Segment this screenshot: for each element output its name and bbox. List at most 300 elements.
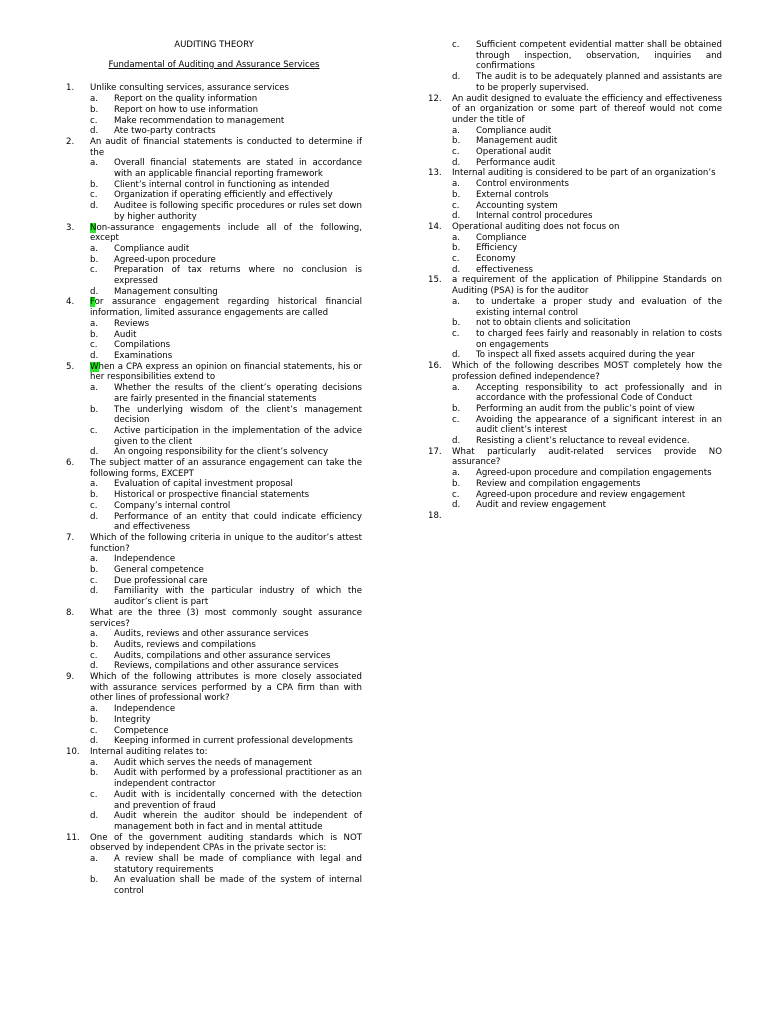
option-text: To inspect all fixed assets acquired during the year: [476, 350, 695, 361]
answer-option: [90, 158, 362, 179]
question-text: One of the government auditing standards which is NOT observed by independent CPAs in the private sector is:: [90, 832, 362, 854]
question-stem: [90, 223, 362, 244]
option-text: Resisting a client’s reluctance to reveal evidence.: [476, 436, 690, 447]
option-letter: c.: [90, 115, 98, 126]
answer-option: [90, 640, 362, 651]
option-letter: a.: [90, 94, 98, 105]
option-text: Compilations: [114, 340, 171, 351]
question-text: Internal auditing is considered to be part of an organization’s: [452, 168, 716, 179]
answer-option: [90, 287, 362, 298]
option-letter: d.: [452, 350, 461, 361]
question-number: 11.: [66, 832, 80, 843]
option-text: Compliance audit: [114, 243, 190, 254]
question-body: [452, 511, 722, 522]
option-letter: d.: [90, 586, 99, 597]
question-number: 15.: [428, 275, 442, 286]
option-text: Management consulting: [114, 286, 218, 297]
answer-option: [90, 576, 362, 587]
answer-option: [452, 211, 722, 222]
option-letter: d.: [90, 286, 99, 297]
option-letter: d.: [90, 511, 99, 522]
question-stem: [452, 361, 722, 382]
answer-option: [452, 436, 722, 447]
question-number: 7.: [66, 532, 75, 543]
option-letter: c.: [90, 789, 98, 800]
option-letter: b.: [90, 565, 99, 576]
option-letter: a.: [90, 479, 98, 490]
question-number: 18.: [428, 510, 442, 521]
option-text: to charged fees fairly and reasonably in relation to costs on engagements: [476, 328, 722, 350]
option-letter: b.: [90, 104, 99, 115]
option-letter: a.: [90, 554, 98, 565]
option-text: Internal control procedures: [476, 211, 593, 222]
option-letter: a.: [452, 232, 460, 243]
question-text: Internal auditing relates to:: [90, 747, 208, 757]
option-letter: b.: [452, 243, 461, 254]
option-letter: d.: [452, 157, 461, 168]
answer-option: [452, 329, 722, 350]
option-letter: d.: [90, 811, 99, 822]
question-body: [452, 361, 722, 447]
question-list: [66, 83, 362, 896]
option-text: Performance of an entity that could indicate efficiency and effectiveness: [114, 511, 362, 533]
question-text: or assurance engagement regarding historical financial information, limited assurance engagements are called: [90, 297, 362, 319]
question-item: [66, 608, 362, 672]
option-letter: a.: [452, 296, 460, 307]
answer-option: [90, 94, 362, 105]
answer-option: [90, 875, 362, 896]
left-column: [66, 40, 362, 897]
question-stem: [90, 608, 362, 629]
question-number: 14.: [428, 221, 442, 232]
option-text: Management audit: [476, 136, 558, 147]
option-text: to undertake a proper study and evaluation of the existing internal control: [476, 296, 722, 318]
question-item: [66, 747, 362, 833]
highlighted-letter: N: [90, 222, 97, 233]
option-text: Historical or prospective financial statements: [114, 490, 310, 501]
answer-option: [452, 500, 722, 511]
question-number: 3.: [66, 222, 75, 233]
question-stem: [90, 137, 362, 158]
option-letter: d.: [90, 126, 99, 137]
option-text: Report on how to use information: [114, 104, 259, 115]
option-letter: c.: [452, 147, 460, 158]
answer-option: [90, 255, 362, 266]
answer-option: [452, 297, 722, 318]
answer-option: [452, 383, 722, 404]
option-letter: a.: [90, 757, 98, 768]
option-text: Competence: [114, 725, 169, 736]
answer-option: [90, 854, 362, 875]
option-text: Make recommendation to management: [114, 115, 285, 126]
option-text: Control environments: [476, 179, 570, 190]
question-item: [428, 222, 722, 276]
option-letter: d.: [452, 436, 461, 447]
option-letter: a.: [90, 854, 98, 865]
option-letter: c.: [90, 650, 98, 661]
option-letter: a.: [90, 243, 98, 254]
answer-option: [90, 319, 362, 330]
option-letter: c.: [452, 200, 460, 211]
option-text: Audit which serves the needs of management: [114, 757, 313, 768]
question-body: [90, 747, 362, 833]
question-text: a requirement of the application of Philippine Standards on Auditing (PSA) is for the auditor: [452, 275, 722, 297]
option-letter: d.: [90, 201, 99, 212]
option-letter: c.: [90, 500, 98, 511]
question-number: 13.: [428, 168, 442, 179]
option-letter: a.: [90, 318, 98, 329]
question-number: 1.: [66, 83, 75, 94]
question-number: 5.: [66, 361, 75, 372]
question-number: 8.: [66, 607, 75, 618]
option-text: Auditee is following specific procedures or rules set down by higher authority: [114, 201, 362, 222]
option-letter: c.: [90, 575, 98, 586]
option-text: Ate two-party contracts: [114, 126, 216, 137]
option-text: Audits, reviews and other assurance services: [114, 629, 309, 640]
question-body: [452, 275, 722, 361]
question-body: [452, 94, 722, 169]
answer-option: [452, 490, 722, 501]
option-text: Accepting responsibility to act professionally and in accordance with the professional Code of Conduct: [476, 382, 722, 404]
option-text: An evaluation shall be made of the system of internal control: [114, 875, 362, 897]
option-letter: a.: [452, 468, 460, 479]
question-item: [66, 83, 362, 137]
question-body: [90, 83, 362, 137]
option-letter: b.: [90, 875, 99, 886]
question-stem: [90, 533, 362, 554]
answer-option: [452, 40, 722, 72]
answer-option: [452, 415, 722, 436]
answer-option: [452, 318, 722, 329]
question-text: Which of the following criteria in unique to the auditor’s attest function?: [90, 532, 362, 554]
option-text: effectiveness: [476, 264, 534, 275]
answer-option: [452, 126, 722, 137]
question-body: [452, 222, 722, 276]
option-letter: b.: [90, 179, 99, 190]
question-body: [90, 533, 362, 608]
answer-option: [452, 265, 722, 276]
answer-option: [90, 768, 362, 789]
answer-option: [90, 565, 362, 576]
option-text: The audit is to be adequately planned and assistants are to be properly supervised.: [476, 72, 722, 93]
answer-option: [452, 233, 722, 244]
option-text: The underlying wisdom of the client’s management decision: [114, 404, 362, 426]
option-letter: c.: [452, 414, 460, 425]
option-text: Sufficient competent evidential matter shall be obtained through inspection, observation, inquiries and confirmations: [476, 40, 722, 72]
option-text: not to obtain clients and solicitation: [476, 318, 631, 329]
question-body: [90, 458, 362, 533]
answer-option: [90, 244, 362, 255]
question-item: [428, 447, 722, 511]
question-body: [90, 297, 362, 361]
answer-option: [452, 243, 722, 254]
option-text: Agreed-upon procedure and compilation engagements: [476, 468, 712, 479]
option-letter: b.: [90, 714, 99, 725]
answer-option: [90, 704, 362, 715]
question-11-continuation: [428, 40, 722, 94]
option-letter: b.: [90, 404, 99, 415]
option-text: Integrity: [114, 714, 151, 725]
answer-option: [90, 190, 362, 201]
option-text: Economy: [476, 254, 516, 265]
option-text: Audit with is incidentally concerned with the detection and prevention of fraud: [114, 789, 362, 811]
option-letter: b.: [452, 403, 461, 414]
question-item: [428, 275, 722, 361]
option-text: A review shall be made of compliance with legal and statutory requirements: [114, 854, 362, 875]
answer-option: [452, 404, 722, 415]
question-number: 9.: [66, 672, 75, 683]
question-number: 10.: [66, 747, 80, 757]
answer-option: [90, 736, 362, 747]
option-text: Audits, reviews and compilations: [114, 639, 256, 650]
question-item: [66, 137, 362, 223]
answer-option: [90, 651, 362, 662]
option-text: Report on the quality information: [114, 94, 258, 105]
question-item: [66, 533, 362, 608]
answer-option: [452, 468, 722, 479]
question-stem: [452, 275, 722, 296]
answer-option: [90, 330, 362, 341]
question-item: [66, 362, 362, 458]
option-letter: a.: [90, 629, 98, 640]
option-text: Keeping informed in current professional developments: [114, 736, 353, 747]
question-list: [428, 94, 722, 522]
answer-option: [90, 661, 362, 672]
question-text: Unlike consulting services, assurance services: [90, 83, 289, 94]
question-text: An audit of financial statements is conducted to determine if the: [90, 136, 362, 158]
option-text: Operational audit: [476, 147, 552, 158]
option-letter: a.: [90, 704, 98, 715]
question-text: Which of the following describes MOST completely how the profession defined independence?: [452, 361, 722, 382]
answer-option: [90, 512, 362, 533]
option-text: Accounting system: [476, 200, 558, 211]
option-letter: b.: [90, 329, 99, 340]
question-body: [90, 833, 362, 897]
question-text: on-assurance engagements include all of the following, except: [90, 222, 362, 244]
question-text: The subject matter of an assurance engagement can take the following forms, EXCEPT: [90, 458, 362, 479]
option-letter: d.: [90, 350, 99, 361]
answer-option: [90, 340, 362, 351]
answer-option: [452, 350, 722, 361]
option-letter: d.: [90, 661, 99, 672]
question-text: What particularly audit-related services provide NO assurance?: [452, 446, 722, 468]
option-text: Client’s internal control in functioning as intended: [114, 179, 330, 190]
option-letter: a.: [90, 383, 98, 394]
option-text: Company’s internal control: [114, 500, 231, 511]
option-letter: a.: [452, 382, 460, 393]
option-text: Evaluation of capital investment proposal: [114, 479, 293, 490]
highlighted-letter: W: [90, 361, 99, 372]
question-stem: [90, 672, 362, 704]
answer-option: [90, 479, 362, 490]
option-text: Efficiency: [476, 243, 518, 254]
answer-option: [90, 447, 362, 458]
question-item: [428, 168, 722, 222]
question-number: 16.: [428, 361, 442, 372]
option-letter: c.: [90, 425, 98, 436]
answer-option: [90, 490, 362, 501]
answer-option: [452, 136, 722, 147]
option-text: Examinations: [114, 350, 173, 361]
option-letter: b.: [90, 254, 99, 265]
question-stem: [90, 297, 362, 318]
option-letter: d.: [452, 264, 461, 275]
question-body: [90, 672, 362, 747]
question-body: [452, 447, 722, 511]
option-text: Audit and review engagement: [476, 500, 606, 511]
option-letter: b.: [452, 478, 461, 489]
option-text: General competence: [114, 565, 204, 576]
question-text: An audit designed to evaluate the efficiency and effectiveness of an organization or some part of thereof would not come under the title of: [452, 93, 722, 125]
option-text: Whether the results of the client’s operating decisions are fairly presented in the financial statements: [114, 383, 362, 404]
option-letter: c.: [90, 265, 98, 276]
question-stem: [452, 222, 722, 233]
answer-option: [452, 158, 722, 169]
option-letter: c.: [452, 328, 460, 339]
question-item: [66, 223, 362, 298]
answer-option: [90, 726, 362, 737]
answer-option: [452, 190, 722, 201]
answer-option: [452, 179, 722, 190]
option-text: Due professional care: [114, 575, 208, 586]
answer-option: [90, 405, 362, 426]
option-letter: d.: [90, 736, 99, 747]
answer-option: [452, 479, 722, 490]
document-subtitle: Fundamental of Auditing and Assurance Services: [108, 59, 320, 70]
answer-option: [452, 254, 722, 265]
question-text: hen a CPA express an opinion on financial statements, his or her responsibilities extend to: [90, 361, 362, 383]
question-stem: [452, 94, 722, 126]
answer-option: [90, 715, 362, 726]
answer-option: [90, 790, 362, 811]
option-letter: a.: [90, 158, 98, 169]
answer-option: [90, 554, 362, 565]
answer-option: [90, 126, 362, 137]
question-body: [452, 168, 722, 222]
question-text: Operational auditing does not focus on: [452, 221, 620, 232]
option-letter: d.: [90, 447, 99, 458]
question-item: [428, 511, 722, 522]
option-letter: c.: [90, 190, 98, 201]
option-text: Agreed-upon procedure: [114, 254, 216, 265]
answer-option: [90, 201, 362, 222]
answer-option: [90, 811, 362, 832]
option-text: Reviews, compilations and other assurance services: [114, 661, 339, 672]
answer-option: [90, 265, 362, 286]
option-letter: b.: [90, 490, 99, 501]
option-letter: b.: [452, 189, 461, 200]
question-stem: [90, 833, 362, 854]
answer-option: [90, 586, 362, 607]
option-letter: d.: [452, 211, 461, 222]
question-body: [90, 362, 362, 458]
answer-option: [452, 201, 722, 212]
option-letter: c.: [452, 40, 460, 50]
option-letter: b.: [452, 318, 461, 329]
option-text: Familiarity with the particular industry of which the auditor’s client is part: [114, 586, 362, 608]
option-letter: b.: [90, 639, 99, 650]
option-text: Avoiding the appearance of a significant interest in an audit client’s interest: [476, 414, 722, 436]
question-body: [90, 608, 362, 672]
option-text: Audits, compilations and other assurance services: [114, 650, 331, 661]
option-letter: c.: [452, 254, 460, 265]
answer-option: [90, 629, 362, 640]
option-text: External controls: [476, 189, 549, 200]
option-letter: c.: [452, 489, 460, 500]
answer-option: [90, 383, 362, 404]
question-item: [428, 94, 722, 169]
question-number: 6.: [66, 458, 75, 469]
option-letter: a.: [452, 125, 460, 136]
question-stem: [90, 747, 362, 758]
question-body: [90, 223, 362, 298]
document-title: AUDITING THEORY: [174, 40, 254, 50]
question-number: 17.: [428, 446, 442, 457]
right-column: [428, 40, 722, 522]
option-letter: d.: [452, 72, 461, 83]
option-text: Audit with performed by a professional practitioner as an independent contractor: [114, 768, 362, 790]
answer-option: [452, 147, 722, 158]
question-stem: [90, 362, 362, 383]
question-item: [66, 833, 362, 897]
question-text: Which of the following attributes is more closely associated with assurance services performed by a CPA firm than with other lines of professional work?: [90, 672, 362, 704]
question-number: 12.: [428, 93, 442, 104]
question-stem: [452, 168, 722, 179]
answer-option: [90, 426, 362, 447]
highlighted-letter: F: [90, 297, 95, 308]
option-letter: a.: [452, 179, 460, 190]
answer-option: [90, 180, 362, 191]
option-text: Audit: [114, 329, 137, 340]
question-stem: [90, 83, 362, 94]
answer-option: [90, 116, 362, 127]
option-text: Compliance: [476, 232, 527, 243]
option-text: Audit wherein the auditor should be independent of management both in fact and in mental attitude: [114, 811, 362, 832]
option-text: Performing an audit from the public’s point of view: [476, 403, 695, 414]
question-body: [90, 137, 362, 223]
option-letter: c.: [90, 725, 98, 736]
answer-option: [452, 72, 722, 93]
option-text: Active participation in the implementation of the advice given to the client: [114, 425, 362, 447]
option-text: Independence: [114, 704, 176, 715]
option-text: Reviews: [114, 318, 150, 329]
option-text: Independence: [114, 554, 176, 565]
question-text: What are the three (3) most commonly sought assurance services?: [90, 607, 362, 629]
option-text: Overall financial statements are stated in accordance with an applicable financial reporting framework: [114, 158, 362, 180]
question-number: 2.: [66, 136, 75, 147]
option-letter: d.: [452, 500, 461, 511]
option-text: Compliance audit: [476, 125, 552, 136]
option-letter: c.: [90, 340, 98, 351]
option-text: Preparation of tax returns where no conclusion is expressed: [114, 265, 362, 287]
question-item: [66, 297, 362, 361]
option-text: Review and compilation engagements: [476, 478, 641, 489]
answer-option: [90, 758, 362, 769]
option-text: Agreed-upon procedure and review engagement: [476, 489, 686, 500]
question-stem: [452, 447, 722, 468]
option-letter: b.: [90, 768, 99, 779]
question-number: 4.: [66, 297, 75, 308]
option-text: Organization if operating efficiently and effectively: [114, 190, 333, 201]
answer-option: [90, 501, 362, 512]
question-item: [66, 672, 362, 747]
option-text: Performance audit: [476, 157, 556, 168]
option-text: An ongoing responsibility for the client’s solvency: [114, 447, 329, 458]
question-item: [428, 361, 722, 447]
option-letter: b.: [452, 136, 461, 147]
question-stem: [90, 458, 362, 479]
answer-option: [90, 351, 362, 362]
